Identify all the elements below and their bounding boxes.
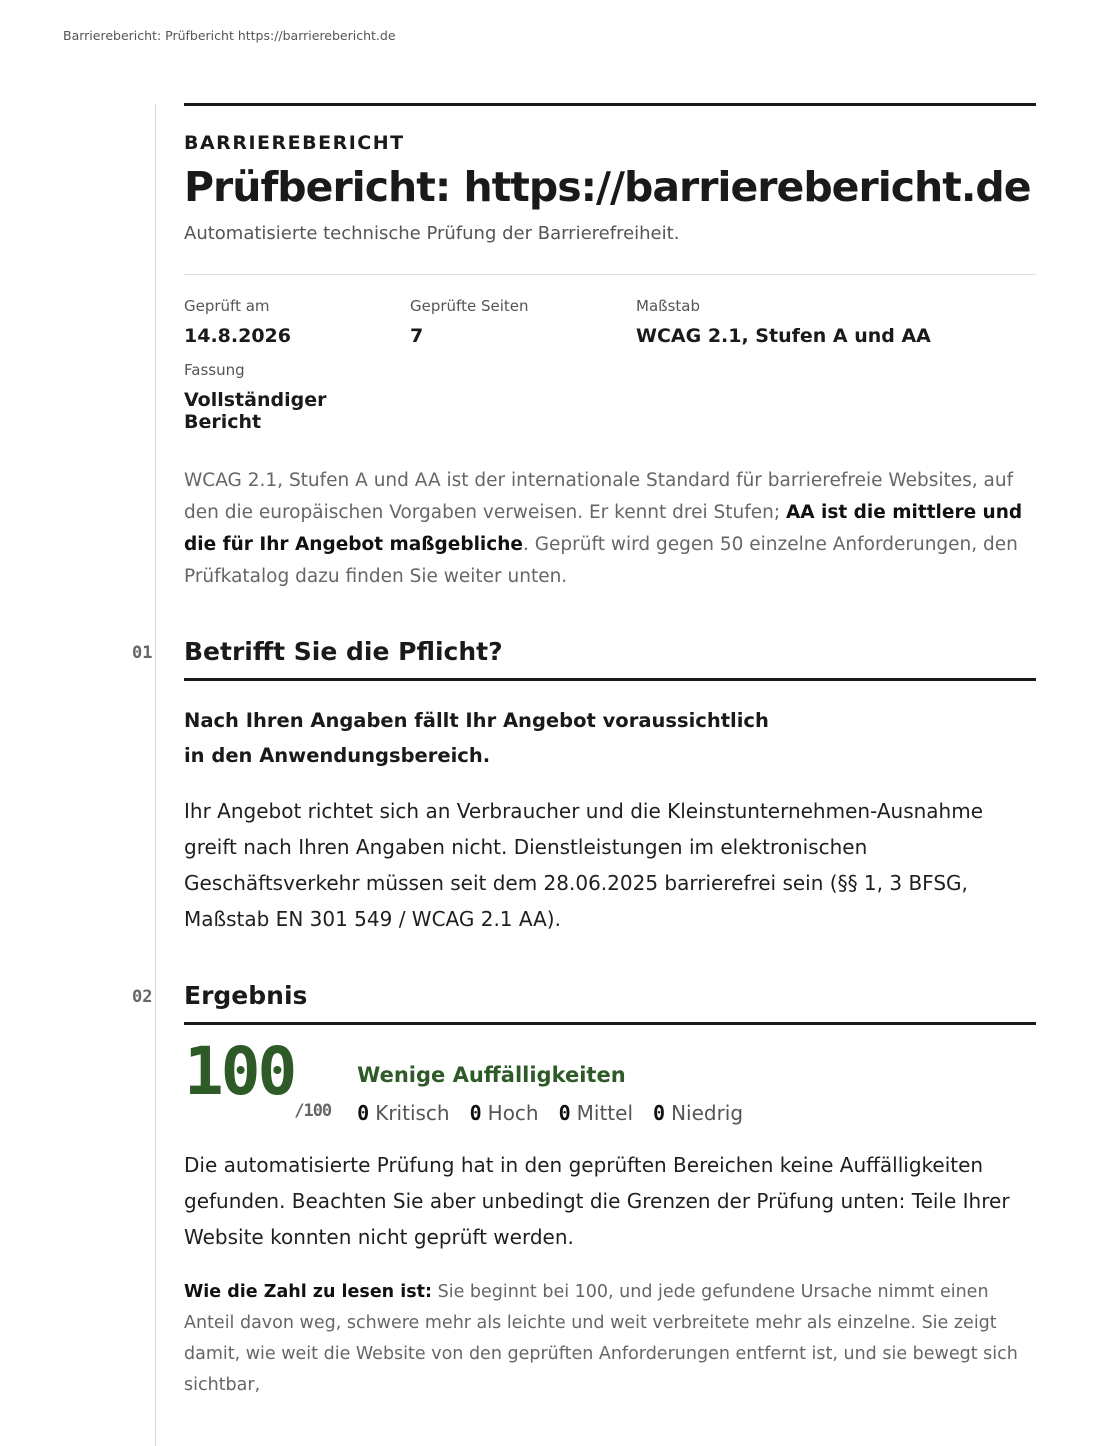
meta-pages bbox=[410, 297, 636, 347]
count-value: 0 bbox=[653, 1101, 666, 1126]
count-label: Kritisch bbox=[375, 1101, 450, 1126]
count-label: Mittel bbox=[576, 1101, 634, 1126]
meta-grid bbox=[184, 297, 1036, 433]
intro-text: WCAG 2.1, Stufen A und AA ist der internationale Standard für barrierefreie Websites, auf den die europäischen Vorgaben verweisen. Er kennt drei Stufen; bbox=[184, 470, 1014, 524]
divider bbox=[184, 274, 1036, 275]
note-text: Sie beginnt bei 100, und jede gefundene Ursache nimmt einen Anteil davon weg, schwere mehr als leichte und weit verbreitete mehr als einzelne. Sie zeigt damit, wie weit die Website von den geprüften Anforderungen entfernt ist, und sie bewegt sich sichtbar, bbox=[184, 1282, 1018, 1396]
section-obligation bbox=[132, 637, 1036, 937]
score-value: 100 bbox=[184, 1033, 295, 1111]
meta-value: Vollständiger Bericht bbox=[184, 389, 327, 434]
score-info bbox=[357, 1063, 743, 1125]
section-number: 02 bbox=[132, 987, 153, 1008]
result-body: Die automatisierte Prüfung hat in den geprüften Bereichen keine Auffälligkeiten gefunden. Beachten Sie aber unbedingt die Grenzen der Prüfung unten: Teile Ihrer Website konnten nicht geprüft werden. bbox=[184, 1153, 1010, 1250]
meta-value: 7 bbox=[410, 325, 424, 348]
page-title: Prüfbericht: https://barrierebericht.de bbox=[184, 163, 1031, 211]
intro-emphasis: AA ist die mittlere und die für Ihr Angebot maßgebliche bbox=[184, 502, 1023, 556]
meta-label: Fassung bbox=[184, 361, 245, 380]
count-critical bbox=[357, 1101, 449, 1125]
count-value: 0 bbox=[558, 1101, 571, 1126]
section-title: Ergebnis bbox=[184, 981, 1036, 1025]
meta-value: 14.8.2026 bbox=[184, 325, 291, 348]
report-content bbox=[132, 103, 1036, 1419]
score-row bbox=[184, 1033, 1036, 1126]
intro-paragraph bbox=[184, 465, 1036, 593]
verdict: Wenige Auffälligkeiten bbox=[357, 1063, 626, 1088]
count-medium bbox=[559, 1101, 633, 1125]
score-note bbox=[184, 1277, 1036, 1401]
meta-label: Geprüfte Seiten bbox=[410, 297, 529, 316]
severity-counts bbox=[357, 1101, 743, 1125]
count-label: Hoch bbox=[487, 1101, 539, 1126]
page-subtitle: Automatisierte technische Prüfung der Barrierefreiheit. bbox=[184, 223, 680, 245]
meta-label: Maßstab bbox=[636, 297, 700, 316]
meta-standard bbox=[636, 297, 1036, 347]
count-label: Niedrig bbox=[671, 1101, 744, 1126]
meta-checked-date bbox=[184, 297, 410, 347]
running-header: Barrierebericht: Prüfbericht https://barrierebericht.de bbox=[63, 28, 396, 43]
section-result bbox=[132, 981, 1036, 1401]
eyebrow: BARRIEREBERICHT bbox=[184, 132, 405, 154]
section-title: Betrifft Sie die Pflicht? bbox=[184, 637, 1036, 681]
note-heading: Wie die Zahl zu lesen ist: bbox=[184, 1282, 433, 1303]
section-lead: Nach Ihren Angaben fällt Ihr Angebot voraussichtlich in den Anwendungsbereich. bbox=[184, 709, 769, 768]
section-number: 01 bbox=[132, 643, 153, 664]
score-max: /100 bbox=[294, 1101, 332, 1122]
section-body: Ihr Angebot richtet sich an Verbraucher und die Kleinstunternehmen-Ausnahme greift nach Ihren Angaben nicht. Dienstleistungen im elektronischen Geschäftsverkehr müssen seit dem 28.06.2025 barrierefrei sein (§§ 1, 3 BFSG, Maßstab EN 301 549 / WCAG 2.1 AA). bbox=[184, 799, 984, 932]
count-value: 0 bbox=[469, 1101, 482, 1126]
meta-value: WCAG 2.1, Stufen A und AA bbox=[636, 325, 931, 348]
count-high bbox=[470, 1101, 539, 1125]
count-low bbox=[653, 1101, 743, 1125]
count-value: 0 bbox=[357, 1101, 370, 1126]
intro-text-end: . Geprüft wird gegen 50 einzelne Anforderungen, den Prüfkatalog dazu finden Sie weiter unten. bbox=[184, 534, 1018, 588]
top-rule bbox=[184, 103, 1036, 106]
meta-version bbox=[184, 361, 410, 433]
meta-label: Geprüft am bbox=[184, 297, 270, 316]
left-vertical-rule bbox=[155, 104, 156, 1446]
